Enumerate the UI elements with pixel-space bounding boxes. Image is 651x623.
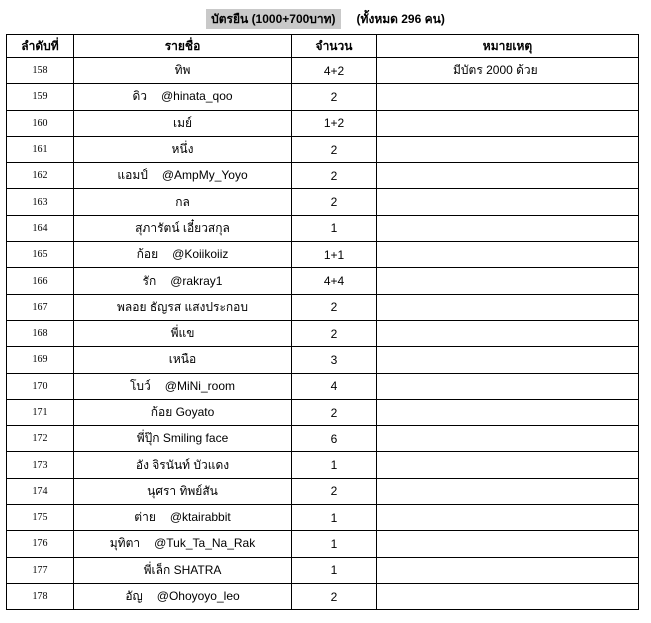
row-name: รัก [142,273,157,288]
table-row [7,347,639,373]
row-note [377,268,639,294]
row-number: 167 [7,294,74,320]
row-number: 162 [7,163,74,189]
row-handle: @ktairabbit [169,510,231,525]
row-number: 174 [7,478,74,504]
row-note [377,294,639,320]
row-qty: 1 [292,531,377,557]
row-name-cell [74,242,292,268]
row-handle: @hinata_qoo [160,89,233,104]
row-note [377,242,639,268]
row-handle: @AmpMy_Yoyo [161,168,248,183]
row-name-cell [74,294,292,320]
row-handle: @Koiikoiiz [172,247,229,262]
row-number: 177 [7,557,74,583]
table-row [7,268,639,294]
attendee-table [6,34,639,610]
table-row [7,531,639,557]
row-name: พี่แข [170,326,195,341]
row-handle: @Tuk_Ta_Na_Rak [154,536,256,551]
row-name: ทิพ [174,63,191,78]
row-name: ต่าย [134,510,156,525]
row-name: ก้อย [136,247,159,262]
row-note [377,399,639,425]
row-name-cell [74,373,292,399]
row-qty: 3 [292,347,377,373]
row-number: 169 [7,347,74,373]
table-row [7,399,639,425]
row-note [377,136,639,162]
table-row [7,320,639,346]
row-handle: @MiNi_room [164,378,235,393]
row-note [377,505,639,531]
row-handle: @Ohoyoyo_leo [156,589,240,604]
row-note [377,531,639,557]
table-row [7,505,639,531]
row-qty: 2 [292,189,377,215]
row-note [377,478,639,504]
total-count-title: (ทั้งหมด 296 คน) [356,12,445,26]
row-number: 165 [7,242,74,268]
table-row [7,557,639,583]
row-name-cell [74,268,292,294]
row-name: พี่เล็ก SHATRA [143,562,222,577]
row-name-cell [74,163,292,189]
table-row [7,215,639,241]
row-number: 176 [7,531,74,557]
row-number: 159 [7,84,74,110]
row-name-cell [74,84,292,110]
ticket-type-title: บัตรยืน (1000+700บาท) [206,9,340,29]
row-name-cell [74,531,292,557]
row-qty: 1 [292,215,377,241]
row-number: 178 [7,583,74,609]
row-number: 173 [7,452,74,478]
row-qty: 1 [292,452,377,478]
row-qty: 2 [292,136,377,162]
table-row [7,478,639,504]
row-note [377,557,639,583]
row-qty: 6 [292,426,377,452]
row-note [377,320,639,346]
row-qty: 1 [292,505,377,531]
row-qty: 2 [292,294,377,320]
row-note [377,373,639,399]
row-name-cell [74,110,292,136]
table-row [7,294,639,320]
table-row [7,84,639,110]
row-name: ดิว [132,89,147,104]
table-row [7,426,639,452]
row-qty: 2 [292,163,377,189]
row-note [377,189,639,215]
row-note: มีบัตร 2000 ด้วย [377,58,639,84]
row-note [377,163,639,189]
row-name: กล [175,194,190,209]
row-number: 175 [7,505,74,531]
row-name-cell [74,426,292,452]
table-row [7,242,639,268]
row-qty: 2 [292,84,377,110]
row-name: แอมป์ [117,168,148,183]
table-row [7,58,639,84]
table-row [7,163,639,189]
row-number: 163 [7,189,74,215]
row-number: 168 [7,320,74,346]
row-number: 164 [7,215,74,241]
row-name-cell [74,347,292,373]
row-number: 172 [7,426,74,452]
row-qty: 1+2 [292,110,377,136]
row-name: ก้อย Goyato [150,405,215,419]
row-note [377,347,639,373]
row-qty: 2 [292,583,377,609]
row-qty: 4 [292,373,377,399]
row-name: เมย์ [172,115,193,130]
document-title [0,8,651,30]
table-row [7,110,639,136]
row-note [377,215,639,241]
header-qty: จำนวน [292,35,377,58]
row-note [377,452,639,478]
table-row [7,373,639,399]
header-no: ลำดับที่ [7,35,74,58]
table-row [7,189,639,215]
row-qty: 4+2 [292,58,377,84]
row-note [377,583,639,609]
row-name-cell [74,583,292,609]
row-qty: 2 [292,399,377,425]
row-qty: 2 [292,320,377,346]
table-row [7,583,639,609]
row-number: 166 [7,268,74,294]
row-name: พลอย ธัญรส แสงประกอบ [116,299,248,314]
header-note: หมายเหตุ [377,35,639,58]
row-name: พี่ปุ๊ก Smiling face [136,431,229,446]
row-qty: 2 [292,478,377,504]
row-name-cell [74,215,292,241]
row-name-cell [74,452,292,478]
row-name: หนึ่ง [171,142,194,157]
row-name-cell [74,136,292,162]
row-name: อัง จิรนันท์ บัวแดง [135,457,230,472]
row-name: เหนือ [168,352,197,367]
row-note [377,84,639,110]
row-name-cell [74,557,292,583]
row-number: 171 [7,399,74,425]
table-row [7,136,639,162]
header-name: รายชื่อ [74,35,292,58]
row-name: โบว์ [129,378,151,393]
row-name-cell [74,399,292,425]
row-name-cell [74,478,292,504]
row-name: นุศรา ทิพย์สัน [147,483,218,498]
row-name: อัญ [125,589,143,604]
row-name: มุทิตา [109,536,141,551]
row-number: 161 [7,136,74,162]
row-number: 160 [7,110,74,136]
row-number: 170 [7,373,74,399]
table-body [7,58,639,610]
row-number: 158 [7,58,74,84]
row-qty: 1 [292,557,377,583]
row-handle: @rakray1 [170,273,223,288]
row-name-cell [74,320,292,346]
row-note [377,110,639,136]
row-qty: 1+1 [292,242,377,268]
row-name-cell [74,505,292,531]
table-row [7,452,639,478]
row-name-cell [74,189,292,215]
row-qty: 4+4 [292,268,377,294]
row-name: สุภารัตน์ เอี๋ยวสกุล [135,220,230,235]
row-name-cell [74,58,292,84]
table-header-row [7,35,639,58]
row-note [377,426,639,452]
